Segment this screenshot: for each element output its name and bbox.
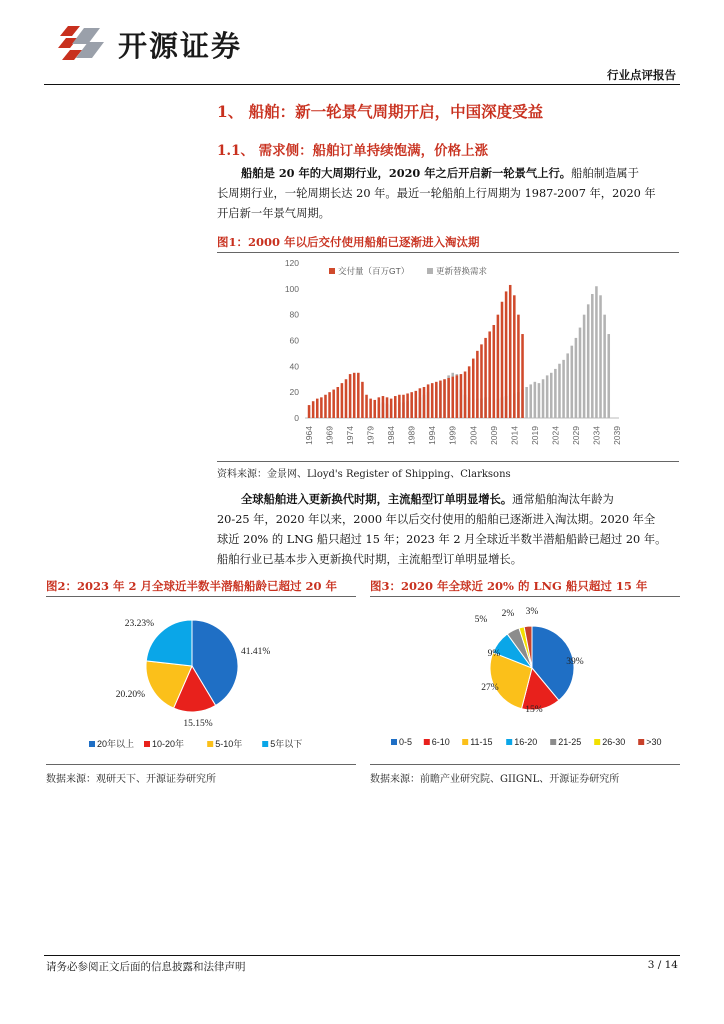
delivery-bar bbox=[316, 399, 319, 418]
delivery-bar bbox=[361, 382, 364, 418]
x-tick-label: 2024 bbox=[550, 426, 561, 445]
x-tick-label: 1969 bbox=[324, 426, 335, 445]
delivery-bar bbox=[312, 401, 315, 418]
replacement-bar bbox=[603, 315, 606, 418]
pie-data-label: 9% bbox=[487, 649, 501, 659]
figure-1-bottom-rule bbox=[217, 461, 679, 462]
delivery-bar bbox=[497, 315, 500, 418]
delivery-bar bbox=[378, 397, 381, 418]
delivery-bar bbox=[476, 351, 479, 418]
legend-label: 5年以下 bbox=[270, 739, 303, 749]
delivery-bar bbox=[394, 396, 397, 418]
legend-swatch bbox=[550, 739, 556, 745]
legend-swatch bbox=[638, 739, 644, 745]
pie-data-label: 27% bbox=[481, 683, 499, 693]
y-tick-label: 40 bbox=[289, 361, 299, 372]
replacement-bar bbox=[595, 286, 598, 418]
delivery-bar bbox=[447, 378, 450, 418]
paragraph-2-line4: 船舶行业已基本步入更新换代时期，主流船型订单明显增长。 bbox=[217, 553, 523, 566]
replacement-bar bbox=[534, 382, 537, 418]
delivery-bar bbox=[472, 359, 475, 418]
delivery-bar bbox=[501, 302, 504, 418]
legend-swatch bbox=[144, 741, 150, 747]
x-tick-label: 2004 bbox=[468, 426, 479, 445]
legend-swatch bbox=[462, 739, 468, 745]
replacement-bar bbox=[575, 338, 578, 418]
pie-data-label: 5% bbox=[474, 615, 488, 625]
delivery-bar bbox=[341, 383, 344, 418]
pie-data-label: 23.23% bbox=[124, 619, 154, 629]
paragraph-2-line2: 20-25 年，2020 年以来，2000 年以后交付使用的船舶已逐渐进入淘汰期。2020 年全 bbox=[217, 513, 656, 526]
delivery-bar bbox=[328, 392, 331, 418]
replacement-bar bbox=[591, 294, 594, 418]
delivery-bar bbox=[402, 395, 405, 418]
y-tick-label: 20 bbox=[289, 387, 299, 398]
y-tick-label: 80 bbox=[289, 309, 299, 320]
legend-swatch-deliveries bbox=[329, 268, 335, 274]
delivery-bar bbox=[337, 387, 340, 418]
legend-label: 0-5 bbox=[399, 737, 413, 747]
paragraph-2-line1: 通常船舶淘汰年龄为 bbox=[512, 493, 614, 506]
delivery-bar bbox=[480, 344, 483, 418]
delivery-bar bbox=[435, 382, 438, 418]
figure-1-title: 图1：2000 年以后交付使用船舶已逐渐进入淘汰期 bbox=[217, 235, 480, 249]
delivery-bar bbox=[423, 387, 426, 418]
delivery-bar bbox=[484, 338, 487, 418]
legend-swatch bbox=[594, 739, 600, 745]
x-tick-label: 2014 bbox=[509, 426, 520, 445]
y-tick-label: 0 bbox=[294, 413, 299, 423]
figure-3-bottom-rule bbox=[370, 764, 680, 765]
legend-label: 10-20年 bbox=[152, 739, 185, 749]
x-tick-label: 1989 bbox=[406, 426, 417, 445]
pie-data-label: 15.15% bbox=[183, 719, 213, 729]
brand-logo bbox=[58, 22, 110, 64]
legend-swatch bbox=[391, 739, 397, 745]
delivery-bar bbox=[369, 399, 372, 418]
y-tick-label: 120 bbox=[284, 258, 299, 268]
delivery-bar bbox=[427, 384, 430, 418]
replacement-bar bbox=[587, 304, 590, 418]
delivery-bar bbox=[439, 381, 442, 418]
brand-logo-icon bbox=[58, 22, 110, 64]
delivery-bar bbox=[513, 295, 516, 418]
x-tick-label: 2019 bbox=[529, 426, 540, 445]
replacement-bar bbox=[554, 369, 557, 418]
replacement-bar bbox=[546, 375, 549, 418]
delivery-bar bbox=[415, 391, 418, 418]
x-tick-label: 1984 bbox=[386, 426, 397, 445]
replacement-bar bbox=[538, 383, 541, 418]
section-heading: 1、 船舶：新一轮景气周期开启，中国深度受益 bbox=[217, 102, 544, 121]
delivery-bar bbox=[493, 325, 496, 418]
report-type: 行业点评报告 bbox=[607, 68, 676, 82]
page-number: 3 / 14 bbox=[647, 959, 678, 971]
legend-label: 5-10年 bbox=[215, 739, 243, 749]
legend-label: 20年以上 bbox=[97, 739, 135, 749]
replacement-bar bbox=[566, 353, 569, 418]
replacement-bar bbox=[562, 360, 565, 418]
delivery-bar bbox=[345, 379, 348, 418]
delivery-bar bbox=[365, 395, 368, 418]
x-tick-label: 2034 bbox=[591, 426, 602, 445]
figure-3-chart bbox=[370, 598, 680, 758]
pie-data-label: 3% bbox=[525, 607, 539, 617]
delivery-bar bbox=[431, 383, 434, 418]
delivery-bar bbox=[505, 291, 508, 418]
figure-2-title-rule bbox=[46, 596, 356, 597]
replacement-bar bbox=[529, 384, 532, 418]
replacement-bar bbox=[583, 315, 586, 418]
paragraph-1-line2: 长周期行业，一轮周期长达 20 年。最近一轮船舶上行周期为 1987-2007 年，2020 年 bbox=[217, 187, 656, 200]
legend-swatch bbox=[89, 741, 95, 747]
x-tick-label: 2009 bbox=[488, 426, 499, 445]
delivery-bar bbox=[456, 375, 459, 418]
pie-data-label: 15% bbox=[525, 705, 543, 715]
delivery-bar bbox=[324, 395, 327, 418]
delivery-bar bbox=[406, 393, 409, 418]
delivery-bar bbox=[398, 395, 401, 418]
replacement-bar bbox=[579, 328, 582, 418]
delivery-bar bbox=[332, 390, 335, 418]
x-tick-label: 2029 bbox=[570, 426, 581, 445]
x-tick-label: 1999 bbox=[447, 426, 458, 445]
x-tick-label: 1964 bbox=[304, 426, 315, 445]
delivery-bar bbox=[464, 372, 467, 419]
delivery-bar bbox=[521, 334, 524, 418]
delivery-bar bbox=[382, 396, 385, 418]
legend-label: 6-10 bbox=[431, 737, 450, 747]
replacement-bar bbox=[558, 364, 561, 418]
pie-data-label: 20.20% bbox=[115, 690, 145, 700]
replacement-bar bbox=[607, 334, 610, 418]
replacement-bar bbox=[550, 373, 553, 418]
legend-label-replacement: 更新替换需求 bbox=[436, 266, 488, 276]
legend-swatch-replacement bbox=[427, 268, 433, 274]
delivery-bar bbox=[390, 399, 393, 418]
pie-data-label: 39% bbox=[566, 657, 584, 667]
figure-1-title-rule bbox=[217, 252, 679, 253]
brand-name: 开源证券 bbox=[118, 29, 243, 63]
paragraph-2-lead: 全球船舶进入更新换代时期，主流船型订单明显增长。 bbox=[241, 492, 513, 506]
figure-3-title-rule bbox=[370, 596, 680, 597]
replacement-bar bbox=[542, 379, 545, 418]
x-tick-label: 1994 bbox=[427, 426, 438, 445]
figure-2-source: 数据来源：观研天下、开源证券研究所 bbox=[46, 774, 216, 785]
y-tick-label: 100 bbox=[284, 283, 299, 294]
delivery-bar bbox=[386, 397, 389, 418]
replacement-bar bbox=[571, 346, 574, 418]
delivery-bar bbox=[320, 397, 323, 418]
paragraph-1-line3: 开启新一年景气周期。 bbox=[217, 207, 330, 220]
figure-1-source: 资料来源：金景网、Lloyd's Register of Shipping、Clarksons bbox=[217, 469, 511, 480]
legend-swatch bbox=[506, 739, 512, 745]
paragraph-1-line1: 船舶制造属于 bbox=[571, 167, 639, 180]
figure-2-chart bbox=[46, 598, 356, 758]
replacement-bar bbox=[525, 387, 528, 418]
paragraph-2-line3: 球近 20% 的 LNG 船只超过 15 年；2023 年 2 月全球近半数半潜船船龄已超过 20 年。 bbox=[217, 533, 667, 546]
legend-swatch bbox=[262, 741, 268, 747]
figure-3-source: 数据来源：前瞻产业研究院、GIIGNL、开源证券研究所 bbox=[370, 774, 620, 785]
delivery-bar bbox=[443, 379, 446, 418]
figure-2-bottom-rule bbox=[46, 764, 356, 765]
pie-data-label: 41.41% bbox=[241, 647, 271, 657]
legend-swatch bbox=[424, 739, 430, 745]
legend-label: 26-30 bbox=[602, 737, 626, 747]
delivery-bar bbox=[353, 373, 356, 418]
footer-disclaimer: 请务必参阅正文后面的信息披露和法律声明 bbox=[46, 961, 246, 973]
footer-rule bbox=[44, 955, 680, 956]
delivery-bar bbox=[357, 373, 360, 418]
pie-data-label: 2% bbox=[501, 609, 515, 619]
delivery-bar bbox=[419, 388, 422, 418]
replacement-bar bbox=[599, 295, 602, 418]
x-tick-label: 1979 bbox=[365, 426, 376, 445]
subsection-heading: 1.1、 需求侧：船舶订单持续饱满，价格上涨 bbox=[217, 143, 489, 159]
delivery-bar bbox=[488, 331, 491, 418]
figure-1-chart bbox=[217, 254, 679, 454]
legend-label: >30 bbox=[646, 737, 662, 747]
paragraph-1-lead: 船舶是 20 年的大周期行业，2020 年之后开启新一轮景气上行。 bbox=[241, 166, 572, 180]
figure-3-title: 图3：2020 年全球近 20% 的 LNG 船只超过 15 年 bbox=[370, 579, 648, 593]
delivery-bar bbox=[349, 374, 352, 418]
delivery-bar bbox=[410, 392, 413, 418]
legend-swatch bbox=[207, 741, 213, 747]
y-tick-label: 60 bbox=[289, 335, 299, 346]
delivery-bar bbox=[460, 374, 463, 418]
delivery-bar bbox=[308, 405, 311, 418]
x-tick-label: 1974 bbox=[345, 426, 356, 445]
legend-label: 21-25 bbox=[558, 737, 582, 747]
delivery-bar bbox=[517, 315, 520, 418]
delivery-bar bbox=[373, 400, 376, 418]
delivery-bar bbox=[468, 366, 471, 418]
header-rule bbox=[44, 84, 680, 85]
paragraph-1 bbox=[217, 163, 679, 224]
figure-2-title: 图2：2023 年 2 月全球近半数半潜船船龄已超过 20 年 bbox=[46, 579, 338, 593]
x-tick-label: 2039 bbox=[611, 426, 622, 445]
legend-label: 16-20 bbox=[514, 737, 538, 747]
legend-label: 11-15 bbox=[470, 737, 493, 747]
paragraph-2 bbox=[217, 489, 679, 570]
delivery-bar bbox=[509, 285, 512, 418]
legend-label-deliveries: 交付量（百万GT） bbox=[338, 266, 410, 276]
delivery-bar bbox=[451, 377, 454, 418]
